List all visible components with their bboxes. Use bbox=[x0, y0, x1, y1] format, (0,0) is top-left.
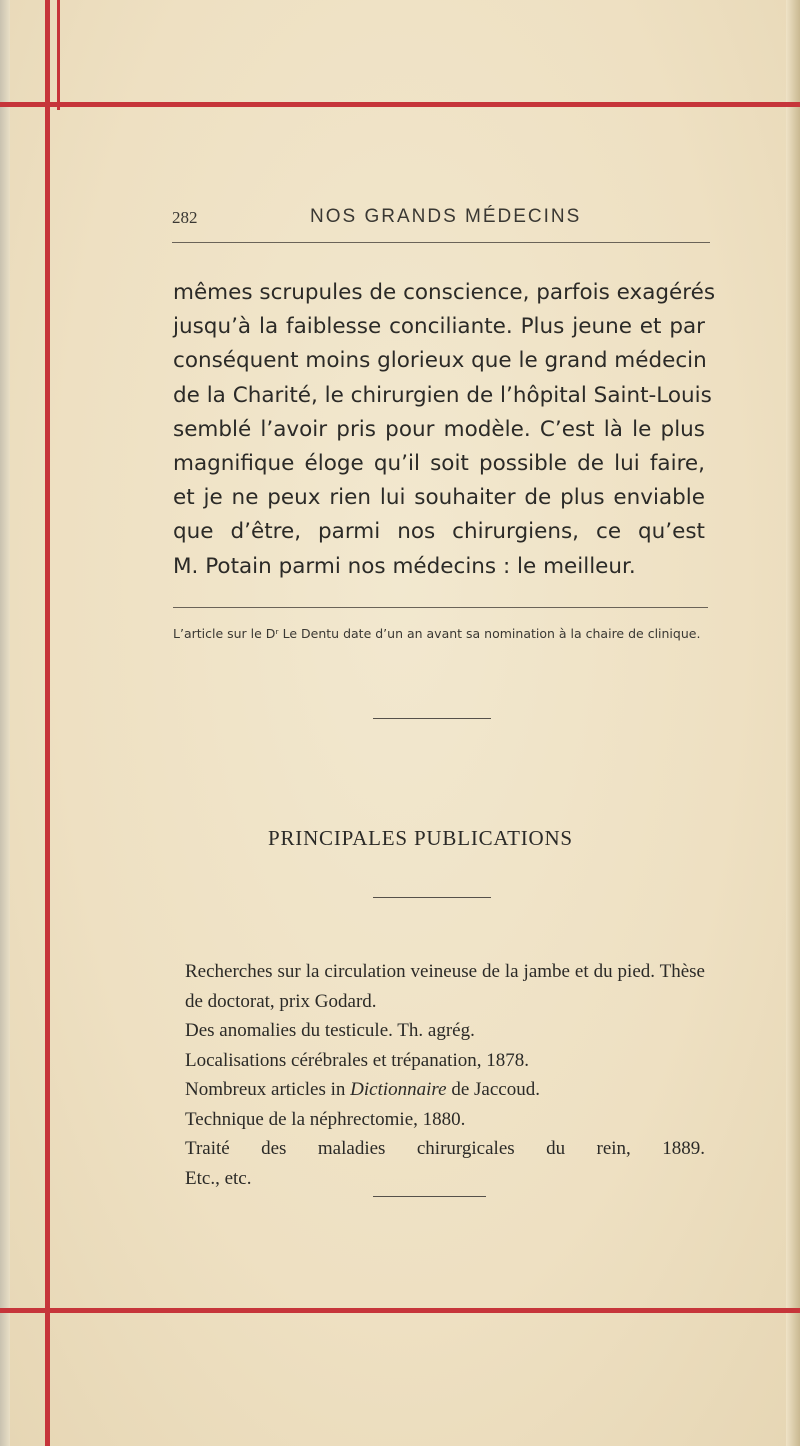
publication-item bbox=[160, 1075, 705, 1105]
publication-item: Localisations cérébrales et trépanation, 1878. bbox=[185, 1049, 529, 1071]
footnote-divider bbox=[173, 607, 708, 608]
publication-item: Etc., etc. bbox=[185, 1167, 252, 1189]
running-title: NOS GRANDS MÉDECINS bbox=[310, 206, 582, 227]
end-divider bbox=[373, 1196, 486, 1197]
publication-item: Technique de la néphrectomie, 1880. bbox=[185, 1108, 466, 1130]
body-line: magnifique éloge qu’il soit possible de lui faire, bbox=[173, 451, 705, 477]
publication-item: Recherches sur la circulation veineuse de la jambe et du pied. Thèse de doctorat, prix Godard. bbox=[185, 961, 705, 1012]
body-line: jusqu’à la faiblesse conciliante. Plus jeune et par bbox=[173, 314, 705, 340]
publication-text: Nombreux articles in bbox=[185, 1079, 351, 1100]
red-margin-rule-top bbox=[0, 102, 800, 107]
body-line: conséquent moins glorieux que le grand médecin bbox=[173, 348, 707, 374]
body-line: semblé l’avoir pris pour modèle. C’est là le plus bbox=[173, 416, 705, 442]
publication-text: de Jaccoud. bbox=[446, 1079, 540, 1100]
body-line: M. Potain parmi nos médecins : le meilleur. bbox=[173, 553, 636, 579]
body-line: que d’être, parmi nos chirurgiens, ce qu’est bbox=[173, 519, 705, 545]
red-margin-rule-vertical bbox=[45, 0, 50, 1446]
page-left-edge bbox=[0, 0, 10, 1446]
page-header bbox=[172, 206, 710, 243]
publications-list bbox=[160, 957, 705, 1193]
publication-item: Traité des maladies chirurgicales du rein, 1889. bbox=[185, 1138, 705, 1159]
section-heading: PRINCIPALES PUBLICATIONS bbox=[268, 826, 573, 850]
section-divider bbox=[373, 718, 491, 719]
body-line: mêmes scrupules de conscience, parfois exagérés bbox=[173, 280, 716, 305]
footnote: L’article sur le Dʳ Le Dentu date d’un an avant sa nomination à la chaire de clinique. bbox=[173, 626, 701, 641]
body-line: et je ne peux rien lui souhaiter de plus enviable bbox=[173, 485, 705, 511]
publication-title-italic: Dictionnaire bbox=[350, 1079, 447, 1100]
page-right-edge bbox=[786, 0, 800, 1446]
body-paragraph bbox=[173, 276, 716, 584]
body-line: de la Charité, le chirurgien de l’hôpital Saint-Louis bbox=[173, 382, 712, 408]
red-margin-rule-vertical-short bbox=[57, 0, 60, 110]
publication-item: Des anomalies du testicule. Th. agrég. bbox=[185, 1020, 475, 1041]
page-number: 282 bbox=[172, 208, 198, 227]
section-divider bbox=[373, 897, 491, 898]
red-margin-rule-bottom bbox=[0, 1308, 800, 1313]
